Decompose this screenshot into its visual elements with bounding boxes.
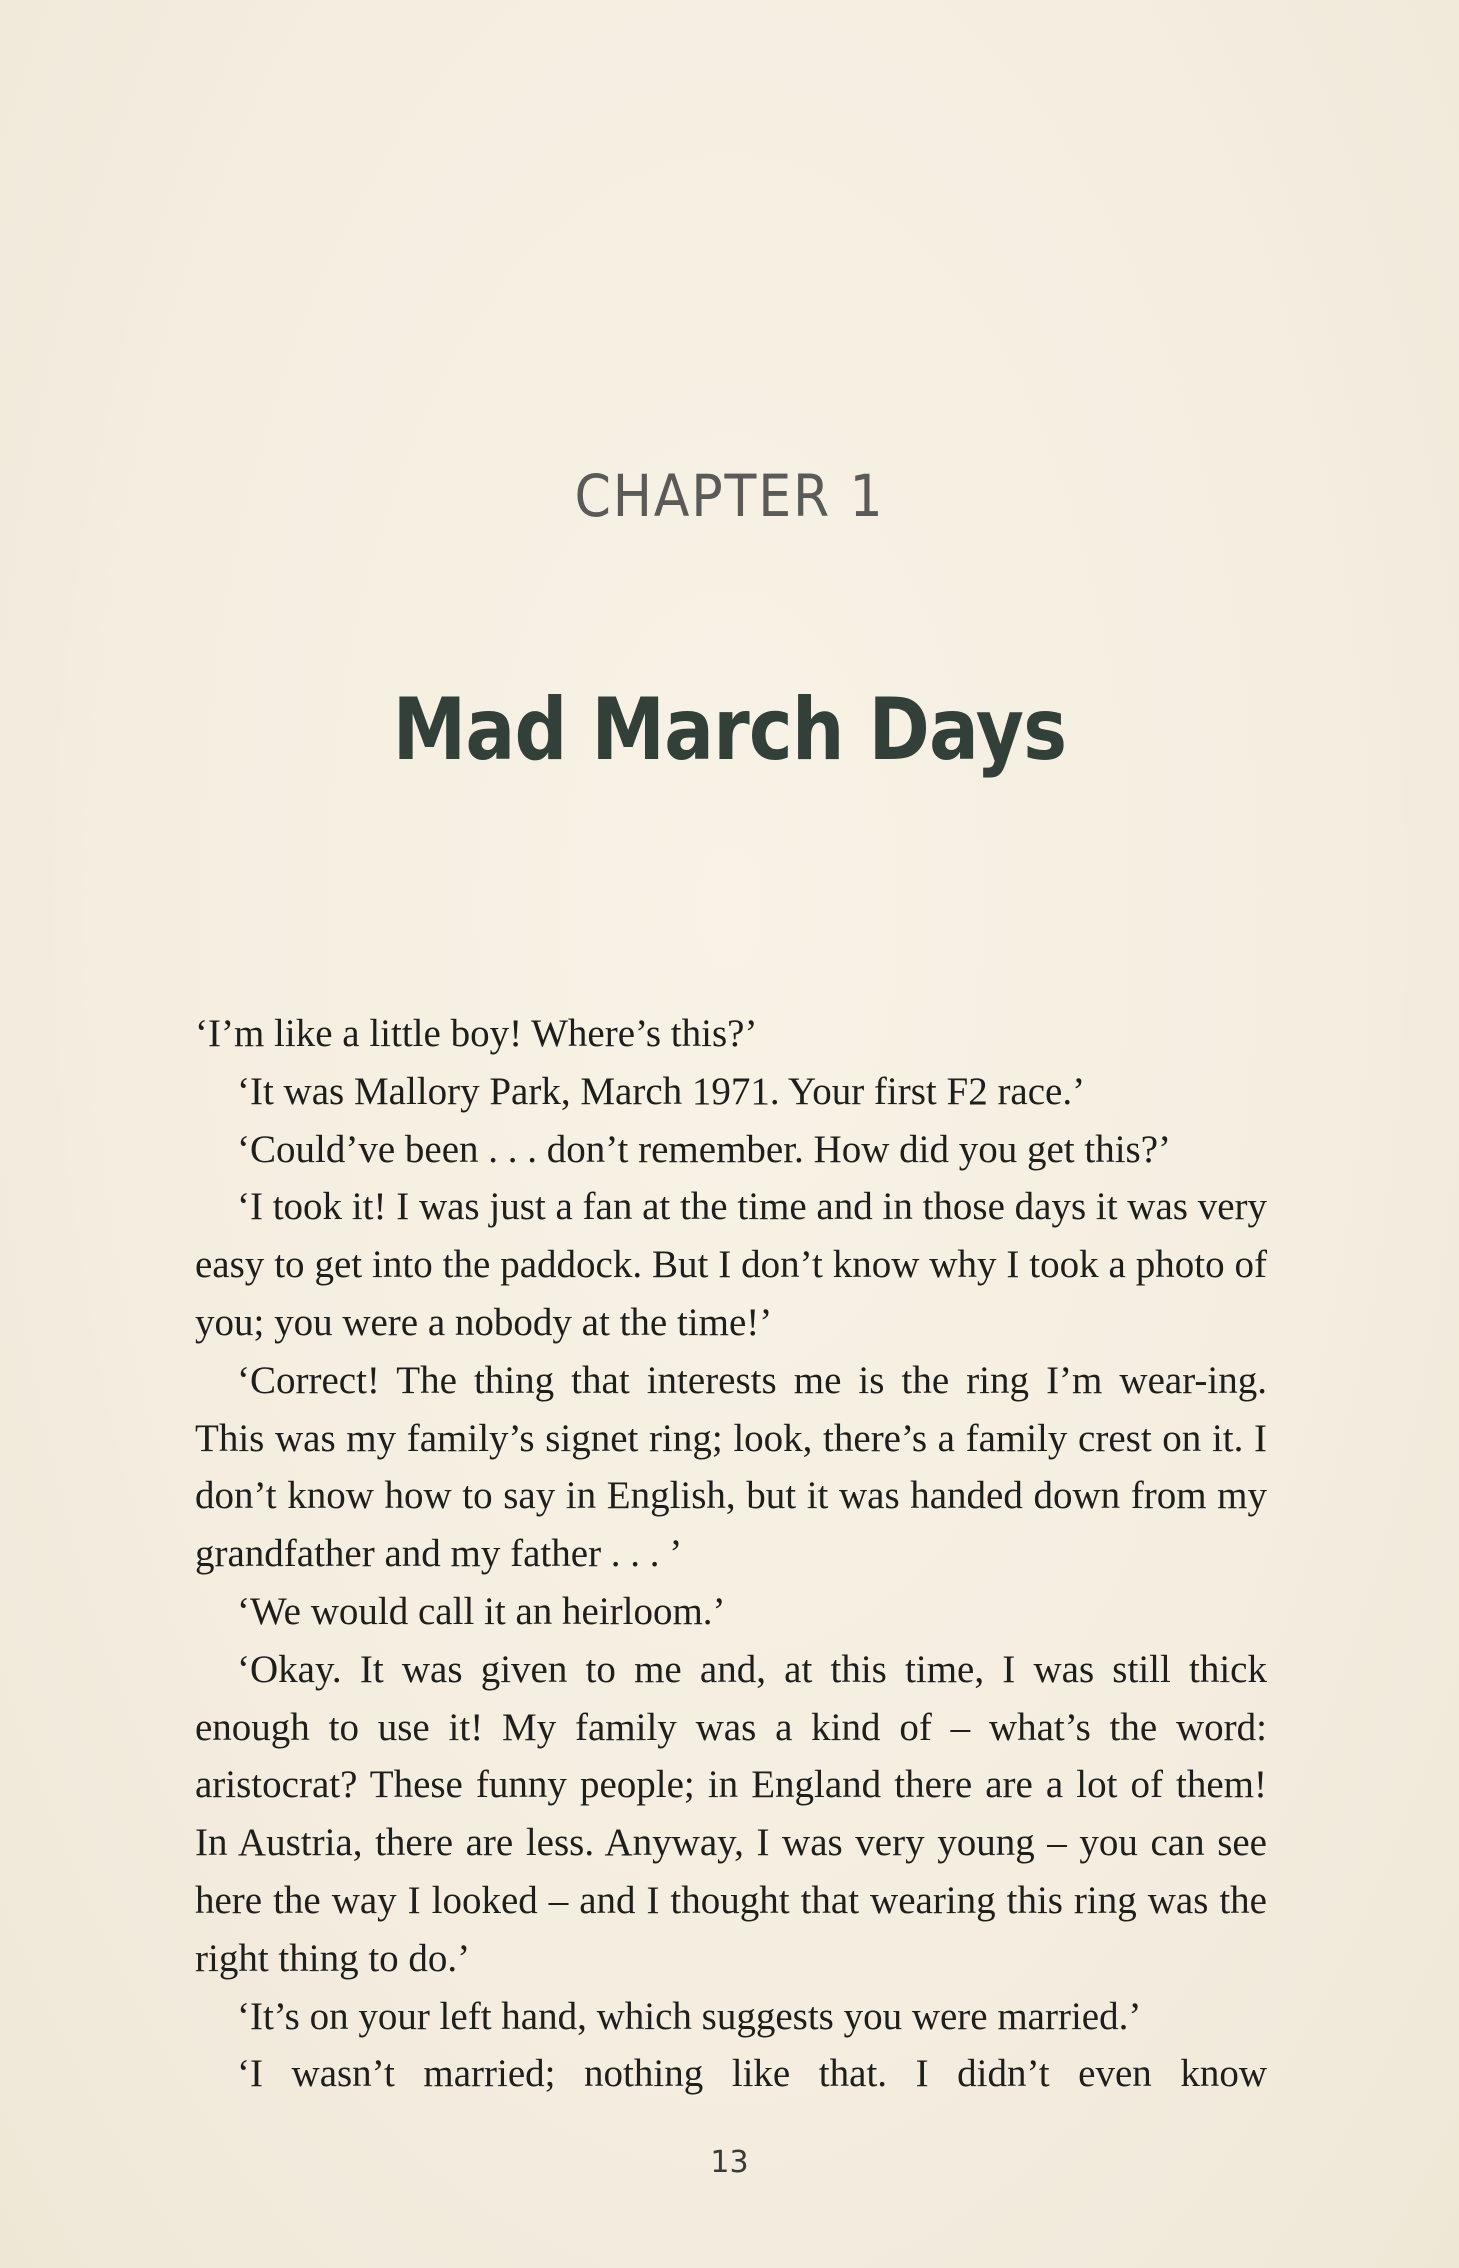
paragraph: ‘It was Mallory Park, March 1971. Your first F2 race.’ — [237, 1069, 1086, 1113]
paragraph: ‘We would call it an heirloom.’ — [237, 1589, 726, 1633]
page-number: 13 — [710, 2145, 749, 2180]
paragraph: ‘I took it! I was just a fan at the time and in those days it was very easy to get into the paddock. But I don’t know why I took a photo of you; you were a nobody at the time!’ — [195, 1185, 1267, 1344]
paragraph: ‘Could’ve been . . . don’t remember. How did you get this?’ — [237, 1127, 1172, 1171]
paragraph: ‘I wasn’t married; nothing like that. I didn’t even know — [237, 2052, 1267, 2096]
paragraph: ‘It’s on your left hand, which suggests you were married.’ — [237, 1994, 1142, 2038]
paragraph: ‘I’m like a little boy! Where’s this?’ — [195, 1012, 758, 1055]
paragraph: ‘Okay. It was given to me and, at this time, I was still thick enough to use it! My family was a kind of – what’s the word: aristocrat? These funny people; in England there are a lot of them! In Austria, there are less. Anyway, I was very young – you can see here the way I looked – and I thought that wearing this ring was the right thing to do.’ — [195, 1647, 1267, 1980]
body-text — [195, 1005, 1267, 2103]
paragraph: ‘Correct! The thing that interests me is the ring I’m wear-ing. This was my family’s signet ring; look, there’s a family crest on it. I don’t know how to say in English, but it was handed down from my grandfather and my father . . . ’ — [195, 1358, 1267, 1576]
chapter-label: CHAPTER 1 — [574, 462, 885, 530]
chapter-title: Mad March Days — [392, 680, 1067, 780]
